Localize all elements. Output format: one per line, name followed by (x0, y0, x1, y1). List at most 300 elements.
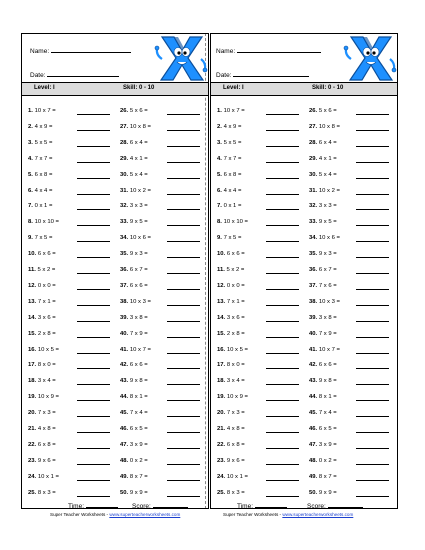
problem-question: 7 x 5 = (34, 235, 53, 242)
answer-line[interactable] (266, 178, 299, 179)
problem-question: 3 x 3 = (318, 203, 337, 210)
problem-question: 5 x 5 = (223, 139, 242, 146)
answer-line[interactable] (77, 194, 110, 195)
problem-item (28, 490, 110, 502)
problem-number: 28. (309, 139, 318, 146)
answer-line[interactable] (77, 114, 110, 115)
name-field[interactable] (30, 46, 131, 55)
answer-line[interactable] (77, 178, 110, 179)
problem-item (120, 251, 200, 263)
problem-number: 1. (217, 108, 222, 114)
answer-line[interactable] (167, 209, 200, 210)
problem-number: 18. (217, 378, 226, 385)
problem-question: 7 x 3 = (37, 410, 56, 417)
score-line[interactable] (328, 501, 363, 508)
problem-item (28, 458, 110, 470)
problem-item (28, 124, 110, 136)
problem-question: 6 x 6 = (226, 251, 245, 258)
answer-line[interactable] (77, 480, 110, 481)
answer-line[interactable] (356, 464, 389, 465)
answer-line[interactable] (167, 480, 200, 481)
answer-line[interactable] (266, 416, 299, 417)
problem-item (217, 315, 299, 327)
problem-question: 7 x 9 = (129, 330, 148, 337)
answer-line[interactable] (266, 480, 299, 481)
answer-line[interactable] (356, 130, 389, 131)
problem-item (28, 362, 110, 374)
problem-number: 33. (120, 219, 129, 226)
problem-item (28, 140, 110, 152)
problem-item (28, 347, 110, 359)
problem-item (217, 299, 299, 311)
problem-question: 4 x 1 = (318, 155, 337, 162)
problem-item (120, 362, 200, 374)
problem-number: 14. (217, 314, 226, 321)
problem-question: 10 x 9 = (226, 394, 248, 401)
answer-line[interactable] (356, 321, 389, 322)
problem-number: 38. (120, 298, 129, 305)
answer-line[interactable] (167, 384, 200, 385)
answer-line[interactable] (266, 225, 299, 226)
problem-item (217, 394, 299, 406)
problem-item (309, 362, 389, 374)
problem-question: 9 x 6 = (37, 457, 56, 464)
problem-number: 46. (120, 426, 129, 432)
answer-line[interactable] (167, 432, 200, 433)
date-field[interactable] (216, 70, 309, 79)
problem-number: 5. (28, 171, 33, 178)
problem-question: 6 x 8 = (223, 171, 242, 178)
answer-line[interactable] (266, 273, 299, 274)
name-field[interactable] (216, 46, 321, 55)
problem-item (309, 188, 389, 200)
answer-line[interactable] (77, 321, 110, 322)
worksheet-left (21, 33, 209, 509)
problem-item (28, 299, 110, 311)
answer-line[interactable] (77, 368, 110, 369)
problem-item (120, 315, 200, 327)
problem-question: 7 x 3 = (226, 410, 245, 417)
problem-number: 33. (309, 219, 318, 226)
answer-line[interactable] (356, 400, 389, 401)
problem-item (309, 124, 389, 136)
problem-number: 25. (28, 489, 37, 496)
answer-line[interactable] (77, 209, 110, 210)
problem-item (120, 474, 200, 486)
problem-question: 10 x 8 = (129, 123, 151, 130)
time-line[interactable] (255, 501, 287, 508)
score-field[interactable] (307, 501, 363, 510)
name-line[interactable] (51, 46, 131, 53)
problem-question: 10 x 8 = (318, 123, 340, 130)
answer-line[interactable] (356, 496, 389, 497)
answer-line[interactable] (77, 353, 110, 354)
problem-question: 6 x 7 = (129, 267, 148, 273)
answer-line[interactable] (356, 337, 389, 338)
problem-item (120, 331, 200, 343)
problem-number: 17. (217, 362, 226, 369)
problem-question: 8 x 1 = (318, 394, 337, 401)
problem-item (217, 442, 299, 454)
answer-line[interactable] (77, 337, 110, 338)
answer-line[interactable] (266, 432, 299, 433)
credit-text: Super Teacher Worksheets - (223, 512, 283, 517)
credit-link[interactable]: www.superteacherworksheets.com (109, 512, 181, 517)
answer-line[interactable] (167, 416, 200, 417)
answer-line[interactable] (77, 305, 110, 306)
problem-question: 3 x 9 = (318, 441, 337, 448)
answer-line[interactable] (77, 146, 110, 147)
problem-number: 26. (309, 108, 318, 114)
credit-link[interactable]: www.superteacherworksheets.com (282, 512, 354, 517)
problem-item (120, 108, 200, 120)
date-line[interactable] (233, 70, 309, 77)
problem-question: 0 x 2 = (318, 457, 337, 464)
answer-line[interactable] (167, 400, 200, 401)
problem-number: 37. (120, 282, 129, 289)
problem-item (217, 283, 299, 295)
answer-line[interactable] (77, 448, 110, 449)
answer-line[interactable] (356, 194, 389, 195)
date-label: Date: (30, 72, 46, 79)
problem-item (309, 474, 389, 486)
problem-question: 9 x 9 = (318, 489, 337, 496)
answer-line[interactable] (77, 496, 110, 497)
answer-line[interactable] (77, 225, 110, 226)
problem-item (28, 394, 110, 406)
answer-line[interactable] (266, 384, 299, 385)
answer-line[interactable] (356, 448, 389, 449)
problem-number: 20. (217, 410, 226, 417)
problem-question: 8 x 7 = (318, 473, 337, 480)
problem-question: 6 x 6 = (129, 362, 148, 369)
problem-number: 50. (309, 489, 318, 496)
answer-line[interactable] (167, 321, 200, 322)
answer-line[interactable] (167, 130, 200, 131)
problem-question: 10 x 2 = (318, 187, 340, 194)
answer-line[interactable] (77, 162, 110, 163)
answer-line[interactable] (266, 194, 299, 195)
problem-number: 30. (120, 171, 129, 178)
problem-number: 42. (120, 362, 129, 369)
answer-line[interactable] (266, 114, 299, 115)
date-label: Date: (216, 72, 232, 79)
answer-line[interactable] (266, 464, 299, 465)
problem-number: 47. (120, 441, 129, 448)
problem-item (120, 219, 200, 231)
answer-line[interactable] (356, 114, 389, 115)
answer-line[interactable] (167, 289, 200, 290)
problem-item (217, 235, 299, 247)
problem-question: 10 x 5 = (37, 346, 59, 353)
problem-item (217, 124, 299, 136)
problem-question: 6 x 8 = (37, 441, 56, 448)
problem-number: 29. (309, 155, 318, 162)
problem-question: 10 x 1 = (226, 473, 248, 480)
problem-question: 10 x 3 = (129, 298, 151, 305)
answer-line[interactable] (167, 194, 200, 195)
problem-number: 31. (120, 187, 129, 194)
problem-number: 19. (28, 394, 37, 401)
problem-item (120, 188, 200, 200)
problem-number: 37. (309, 282, 318, 289)
problem-item (217, 140, 299, 152)
answer-line[interactable] (167, 241, 200, 242)
problem-number: 12. (28, 282, 37, 289)
problem-item (28, 251, 110, 263)
problem-item (120, 283, 200, 295)
time-line[interactable] (86, 501, 118, 508)
problem-number: 22. (217, 441, 226, 448)
answer-line[interactable] (266, 400, 299, 401)
answer-line[interactable] (356, 257, 389, 258)
answer-line[interactable] (167, 368, 200, 369)
problem-question: 3 x 9 = (129, 441, 148, 448)
problem-item (309, 219, 389, 231)
problem-question: 9 x 3 = (129, 251, 148, 258)
answer-line[interactable] (356, 225, 389, 226)
problem-question: 5 x 2 = (37, 267, 56, 273)
answer-line[interactable] (266, 130, 299, 131)
answer-line[interactable] (356, 432, 389, 433)
problem-item (309, 331, 389, 343)
answer-line[interactable] (356, 209, 389, 210)
answer-line[interactable] (77, 384, 110, 385)
date-field[interactable] (30, 70, 119, 79)
problem-question: 8 x 7 = (129, 473, 148, 480)
answer-line[interactable] (77, 130, 110, 131)
answer-line[interactable] (167, 225, 200, 226)
problem-item (28, 426, 110, 438)
problem-item (28, 188, 110, 200)
answer-line[interactable] (167, 178, 200, 179)
answer-line[interactable] (356, 353, 389, 354)
problem-number: 43. (309, 378, 318, 385)
problem-number: 8. (217, 219, 222, 226)
problem-question: 7 x 1 = (226, 298, 245, 305)
answer-line[interactable] (266, 257, 299, 258)
answer-line[interactable] (356, 305, 389, 306)
problem-number: 45. (309, 410, 318, 417)
answer-line[interactable] (356, 162, 389, 163)
answer-line[interactable] (266, 337, 299, 338)
problem-item (309, 426, 389, 438)
problem-question: 7 x 7 = (34, 155, 53, 162)
date-line[interactable] (47, 70, 119, 77)
answer-line[interactable] (266, 321, 299, 322)
problem-number: 3. (28, 139, 33, 146)
answer-line[interactable] (167, 305, 200, 306)
problem-question: 6 x 8 = (226, 441, 245, 448)
level-label: Level: I (34, 85, 55, 91)
problem-number: 34. (120, 235, 129, 242)
answer-line[interactable] (266, 289, 299, 290)
level-label: Level: I (223, 85, 244, 91)
problem-item (217, 188, 299, 200)
answer-line[interactable] (266, 305, 299, 306)
worksheet-header (22, 34, 208, 82)
problem-item (217, 347, 299, 359)
problem-number: 12. (217, 282, 226, 289)
answer-line[interactable] (167, 464, 200, 465)
problem-item (217, 219, 299, 231)
letter-x-mascot-icon (154, 35, 208, 82)
answer-line[interactable] (77, 416, 110, 417)
answer-line[interactable] (167, 162, 200, 163)
answer-line[interactable] (266, 368, 299, 369)
problem-item (309, 410, 389, 422)
problem-question: 6 x 4 = (129, 139, 148, 146)
problem-question: 7 x 4 = (129, 410, 148, 417)
credit-text: Super Teacher Worksheets - (50, 512, 110, 517)
problem-question: 2 x 8 = (37, 330, 56, 337)
problem-number: 23. (28, 457, 37, 464)
answer-line[interactable] (77, 257, 110, 258)
problem-item (120, 203, 200, 215)
problem-item (28, 442, 110, 454)
problem-number: 38. (309, 298, 318, 305)
level-bar (211, 82, 397, 96)
problem-item (217, 410, 299, 422)
name-line[interactable] (237, 46, 321, 53)
problem-number: 2. (217, 123, 222, 130)
problem-item (309, 235, 389, 247)
problem-item (217, 474, 299, 486)
problem-number: 6. (217, 187, 222, 194)
problem-item (309, 299, 389, 311)
problem-number: 30. (309, 171, 318, 178)
problem-item (217, 490, 299, 502)
name-label: Name: (216, 48, 236, 55)
problem-question: 9 x 3 = (318, 251, 337, 258)
problem-item (28, 219, 110, 231)
score-field[interactable] (132, 501, 188, 510)
credit-footer (50, 512, 180, 517)
name-label: Name: (30, 48, 50, 55)
problem-question: 3 x 6 = (226, 314, 245, 321)
answer-line[interactable] (356, 289, 389, 290)
problem-question: 10 x 2 = (129, 187, 151, 194)
answer-line[interactable] (356, 368, 389, 369)
problem-question: 6 x 7 = (318, 267, 337, 273)
time-field[interactable] (68, 501, 118, 510)
answer-line[interactable] (167, 353, 200, 354)
answer-line[interactable] (77, 273, 110, 274)
answer-line[interactable] (266, 353, 299, 354)
problem-number: 13. (217, 298, 226, 305)
problem-number: 19. (217, 394, 226, 401)
problem-question: 8 x 3 = (226, 489, 245, 496)
problem-item (120, 347, 200, 359)
answer-line[interactable] (356, 273, 389, 274)
problem-question: 3 x 3 = (129, 203, 148, 210)
problem-number: 48. (309, 457, 318, 464)
answer-line[interactable] (77, 241, 110, 242)
problem-question: 10 x 7 = (318, 346, 340, 353)
problem-number: 41. (309, 346, 318, 353)
problem-item (120, 442, 200, 454)
problem-question: 0 x 1 = (34, 203, 53, 210)
problem-number: 29. (120, 155, 129, 162)
problem-question: 6 x 5 = (129, 426, 148, 432)
problem-question: 5 x 5 = (34, 139, 53, 146)
answer-line[interactable] (167, 337, 200, 338)
problem-question: 0 x 0 = (37, 282, 56, 289)
problem-number: 21. (217, 426, 226, 432)
problem-item (28, 203, 110, 215)
answer-line[interactable] (266, 146, 299, 147)
time-label: Time: (237, 503, 254, 510)
problem-question: 7 x 1 = (37, 298, 56, 305)
answer-line[interactable] (266, 241, 299, 242)
answer-line[interactable] (167, 448, 200, 449)
answer-line[interactable] (167, 146, 200, 147)
answer-line[interactable] (266, 209, 299, 210)
problem-number: 41. (120, 346, 129, 353)
problem-item (120, 394, 200, 406)
answer-line[interactable] (356, 384, 389, 385)
answer-line[interactable] (77, 464, 110, 465)
problem-number: 14. (28, 314, 37, 321)
answer-line[interactable] (77, 400, 110, 401)
problem-item (120, 124, 200, 136)
answer-line[interactable] (266, 448, 299, 449)
problem-number: 35. (120, 251, 129, 258)
problem-number: 35. (309, 251, 318, 258)
problem-item (120, 156, 200, 168)
skill-label: Skill: 0 - 10 (312, 85, 344, 91)
answer-line[interactable] (77, 289, 110, 290)
problem-item (28, 331, 110, 343)
time-field[interactable] (237, 501, 287, 510)
problem-item (217, 172, 299, 184)
worksheet-right (210, 33, 398, 509)
problem-number: 15. (28, 330, 37, 337)
answer-line[interactable] (356, 480, 389, 481)
answer-line[interactable] (266, 162, 299, 163)
problem-question: 8 x 0 = (226, 362, 245, 369)
answer-line[interactable] (266, 496, 299, 497)
answer-line[interactable] (167, 273, 200, 274)
problem-number: 6. (28, 187, 33, 194)
answer-line[interactable] (167, 257, 200, 258)
problem-item (309, 378, 389, 390)
problem-number: 39. (120, 314, 129, 321)
problem-item (309, 140, 389, 152)
problem-question: 9 x 6 = (226, 457, 245, 464)
answer-line[interactable] (356, 241, 389, 242)
problem-question: 10 x 6 = (129, 235, 151, 242)
answer-line[interactable] (356, 146, 389, 147)
problem-number: 32. (309, 203, 318, 210)
answer-line[interactable] (356, 416, 389, 417)
problem-question: 10 x 9 = (37, 394, 59, 401)
answer-line[interactable] (167, 496, 200, 497)
problem-item (217, 108, 299, 120)
answer-line[interactable] (77, 432, 110, 433)
problem-item (28, 108, 110, 120)
problem-number: 26. (120, 108, 129, 114)
problem-number: 9. (217, 235, 222, 242)
score-line[interactable] (153, 501, 188, 508)
problem-number: 42. (309, 362, 318, 369)
problem-item (28, 283, 110, 295)
skill-label: Skill: 0 - 10 (123, 85, 155, 91)
answer-line[interactable] (356, 178, 389, 179)
answer-line[interactable] (167, 114, 200, 115)
problem-number: 49. (309, 473, 318, 480)
problem-question: 9 x 8 = (318, 378, 337, 385)
